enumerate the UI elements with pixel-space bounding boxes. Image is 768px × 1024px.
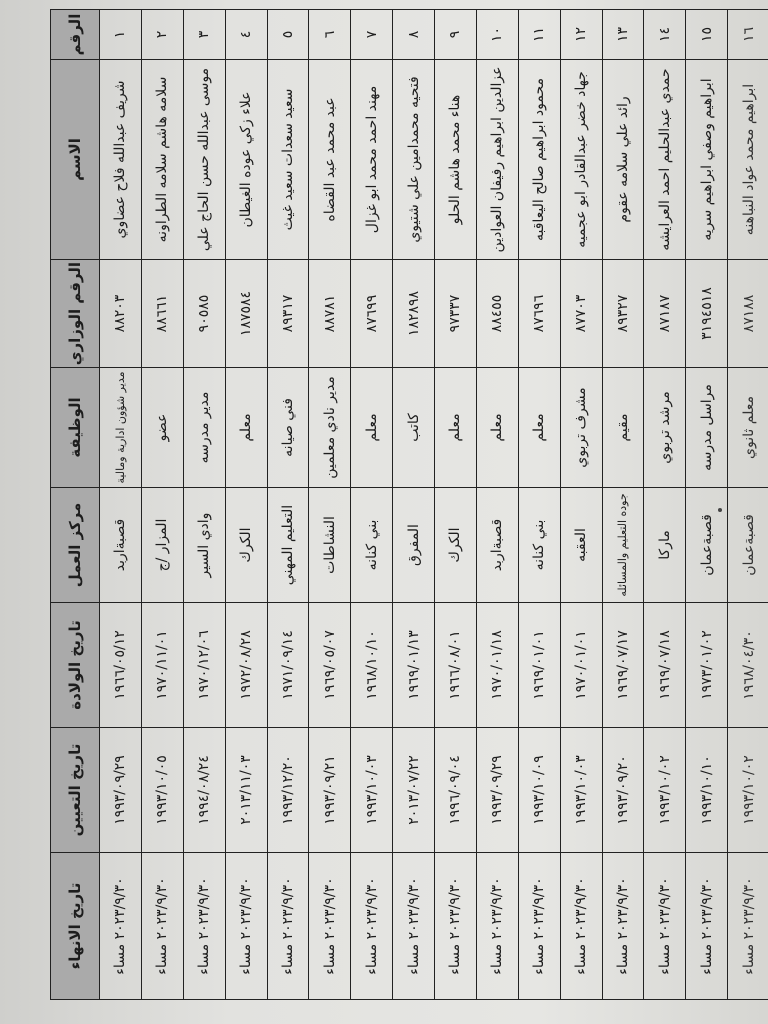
cell-no: ١ [100,10,142,60]
cell-end-date: ٢٠٢٣/٩/٣٠ مساء [602,853,644,1000]
cell-end-date: ٢٠٢٣/٩/٣٠ مساء [560,853,602,1000]
cell-job: مدير نادي معلمين [309,368,351,488]
cell-job: مراسل مدرسه [686,368,728,488]
table-row [560,10,602,1000]
cell-job: مقيم [602,368,644,488]
cell-appointment-date: ١٩٩٣/٠٩/٢٩ [100,728,142,853]
cell-workplace: الكرك [435,488,477,603]
cell-name: عبد محمد عبد القضاه [309,60,351,260]
cell-job: مدير شؤون ادارية ومالية [100,368,142,488]
cell-no: ١٦ [728,10,768,60]
table-row [644,10,686,1000]
cell-ministry-no: ١٨٢٨٩٨ [393,260,435,368]
table-row [728,10,768,1000]
cell-birth-date: ١٩٧١/٠٩/١٤ [267,603,309,728]
cell-birth-date: ١٩٧٣/٠١/٠٢ [686,603,728,728]
cell-birth-date: ١٩٦٩/٠١/١٣ [393,603,435,728]
cell-appointment-date: ١٩٩٣/١٠/٠٩ [518,728,560,853]
cell-ministry-no: ٨٧٦٩٩ [351,260,393,368]
cell-workplace: وادي السير [183,488,225,603]
cell-appointment-date: ١٩٩٣/١٠/٠٣ [560,728,602,853]
header-appointment-date: تاريخ التعيين [51,728,100,853]
cell-no: ١٣ [602,10,644,60]
cell-name: فتحيه محمدامين علي شتيوي [393,60,435,260]
cell-ministry-no: ٩٧٣٣٧ [435,260,477,368]
cell-job: مرشد تربوي [644,368,686,488]
cell-end-date: ٢٠٢٣/٩/٣٠ مساء [100,853,142,1000]
cell-name: ابراهيم محمد عواد النباهنه [728,60,768,260]
cell-ministry-no: ٨٧١٨٧ [644,260,686,368]
cell-birth-date: ١٩٧٢/٠٨/٢٨ [225,603,267,728]
cell-appointment-date: ١٩٩٣/١٠/١٠ [686,728,728,853]
cell-ministry-no: ٨٩٣١٧ [267,260,309,368]
cell-name: حمدي عبدالحليم احمد العرايشه [644,60,686,260]
cell-workplace: المفرق [393,488,435,603]
table-row [435,10,477,1000]
cell-workplace: الكرك [225,488,267,603]
cell-name: علاء زكي عوده الغيطان [225,60,267,260]
table-row [393,10,435,1000]
header-job: الوظيفة [51,368,100,488]
table-row [476,10,518,1000]
cell-end-date: ٢٠٢٣/٩/٣٠ مساء [728,853,768,1000]
cell-end-date: ٢٠٢٣/٩/٣٠ مساء [141,853,183,1000]
cell-workplace: جوده التعليم والمسائله [602,488,644,603]
cell-no: ٩ [435,10,477,60]
table-row [309,10,351,1000]
cell-appointment-date: ١٩٩٣/١٢/٢٠ [267,728,309,853]
cell-end-date: ٢٠٢٣/٩/٣٠ مساء [518,853,560,1000]
cell-end-date: ٢٠٢٣/٩/٣٠ مساء [309,853,351,1000]
cell-end-date: ٢٠٢٣/٩/٣٠ مساء [351,853,393,1000]
cell-appointment-date: ١٩٩٤/٠٨/٢٤ [183,728,225,853]
cell-workplace: قصبةعمان [686,488,728,603]
cell-workplace: قصبةاربد [476,488,518,603]
cell-end-date: ٢٠٢٣/٩/٣٠ مساء [393,853,435,1000]
table-row [602,10,644,1000]
cell-appointment-date: ١٩٩٣/٠٩/٢٠ [602,728,644,853]
header-name: الاسم [51,60,100,260]
cell-name: هناء محمد هاشم الحلو [435,60,477,260]
cell-ministry-no: ١٨٧٥٨٤ [225,260,267,368]
cell-no: ١١ [518,10,560,60]
cell-name: رائد علي سلامه عقوم [602,60,644,260]
rotated-table-container [50,10,768,1000]
cell-name: مهند احمد محمد ابو غزال [351,60,393,260]
cell-no: ٧ [351,10,393,60]
cell-birth-date: ١٩٧٠/١٢/٠٦ [183,603,225,728]
cell-ministry-no: ٩٠٥٨٥ [183,260,225,368]
cell-job: معلم [225,368,267,488]
cell-no: ١٥ [686,10,728,60]
cell-name: موسى عبدالله حسن الحاج علي [183,60,225,260]
cell-job: مشرف تربوي [560,368,602,488]
cell-job: معلم [435,368,477,488]
cell-job: معلم [518,368,560,488]
cell-workplace: المزار /ج [141,488,183,603]
cell-no: ١٤ [644,10,686,60]
cell-end-date: ٢٠٢٣/٩/٣٠ مساء [644,853,686,1000]
table-row [225,10,267,1000]
cell-appointment-date: ١٩٩٣/١٠/٠٥ [141,728,183,853]
header-workplace: مركز العمل [51,488,100,603]
table-row [267,10,309,1000]
employee-table [50,9,768,1000]
cell-no: ٦ [309,10,351,60]
cell-birth-date: ١٩٦٨/٠٤/٣٠ [728,603,768,728]
cell-name: سلامه هاشم سلامه الطراونه [141,60,183,260]
cell-appointment-date: ١٩٩٣/٠٩/٢١ [309,728,351,853]
cell-birth-date: ١٩٧٠/١١/٠١ [141,603,183,728]
cell-birth-date: ١٩٦٩/٠٧/١٨ [644,603,686,728]
cell-workplace: ماركا [644,488,686,603]
header-end-date: تاريخ الانهاء [51,853,100,1000]
table-row [141,10,183,1000]
header-birth-date: تاريخ الولادة [51,603,100,728]
cell-appointment-date: ٢٠١٣/٠٧/٢٢ [393,728,435,853]
cell-ministry-no: ٨٨٦٦١ [141,260,183,368]
table-row [518,10,560,1000]
cell-workplace: العقبه [560,488,602,603]
cell-end-date: ٢٠٢٣/٩/٣٠ مساء [435,853,477,1000]
cell-birth-date: ١٩٧٠/٠١/١٨ [476,603,518,728]
cell-workplace: التعليم المهني [267,488,309,603]
cell-birth-date: ١٩٦٨/١٠/١٠ [351,603,393,728]
cell-workplace: بني كنانه [351,488,393,603]
cell-appointment-date: ١٩٩٣/٠٩/٢٩ [476,728,518,853]
cell-ministry-no: ٨٧٧٠٣ [560,260,602,368]
cell-workplace: قصبةعمان [728,488,768,603]
cell-job: مدير مدرسه [183,368,225,488]
cell-name: جهاد خضر عبدالقادر ابو عجميه [560,60,602,260]
cell-end-date: ٢٠٢٣/٩/٣٠ مساء [476,853,518,1000]
cell-birth-date: ١٩٧٠/٠١/٠١ [560,603,602,728]
cell-appointment-date: ١٩٩٣/١٠/٠٢ [644,728,686,853]
cell-workplace: بني كنانه [518,488,560,603]
cell-workplace: قصبةاربد [100,488,142,603]
cell-job: كاتب [393,368,435,488]
cell-ministry-no: ٨٩٣٢٧ [602,260,644,368]
table-row [686,10,728,1000]
cell-birth-date: ١٩٦٩/٠٥/٠٧ [309,603,351,728]
cell-name: شريف عبدالله فلاح عضاوي [100,60,142,260]
cell-ministry-no: ٣١٩٤٥١٨ [686,260,728,368]
cell-job: فني صيانه [267,368,309,488]
table-row [100,10,142,1000]
cell-appointment-date: ١٩٩٦/٠٩/٠٤ [435,728,477,853]
cell-name: سعيد سعدات سعيد غيث [267,60,309,260]
header-ministry-no: الرقم الوزاري [51,260,100,368]
cell-appointment-date: ٢٠١٣/١١/٠٣ [225,728,267,853]
cell-job: عضو [141,368,183,488]
cell-birth-date: ١٩٦٩/٠٧/١٧ [602,603,644,728]
cell-job: معلم [351,368,393,488]
cell-appointment-date: ١٩٩٣/١٠/٠٣ [351,728,393,853]
cell-end-date: ٢٠٢٣/٩/٣٠ مساء [686,853,728,1000]
cell-end-date: ٢٠٢٣/٩/٣٠ مساء [267,853,309,1000]
cell-workplace: النشاطات [309,488,351,603]
cell-ministry-no: ٨٨٤٥٥ [476,260,518,368]
cell-ministry-no: ٨٧٦٩٦ [518,260,560,368]
cell-ministry-no: ٨٨٧٨١ [309,260,351,368]
cell-end-date: ٢٠٢٣/٩/٣٠ مساء [183,853,225,1000]
cell-no: ٤ [225,10,267,60]
table-row [183,10,225,1000]
cell-birth-date: ١٩٦٦/٠٨/٠١ [435,603,477,728]
cell-no: ١٠ [476,10,518,60]
cell-no: ٥ [267,10,309,60]
cell-birth-date: ١٩٦٦/٠٥/١٢ [100,603,142,728]
cell-no: ٢ [141,10,183,60]
cell-ministry-no: ٨٧١٨٨ [728,260,768,368]
cell-no: ٨ [393,10,435,60]
cell-end-date: ٢٠٢٣/٩/٣٠ مساء [225,853,267,1000]
cell-no: ١٢ [560,10,602,60]
cell-ministry-no: ٨٨٢٠٣ [100,260,142,368]
cell-name: عزالدين ابراهيم رفيفان العوادين [476,60,518,260]
cell-job: معلم [476,368,518,488]
cell-appointment-date: ١٩٩٣/١٠/٠٢ [728,728,768,853]
cell-birth-date: ١٩٦٩/٠١/٠١ [518,603,560,728]
table-row [351,10,393,1000]
cell-no: ٣ [183,10,225,60]
cell-name: محمود ابراهيم صالح اليعاقبه [518,60,560,260]
cell-name: ابراهيم وصفي ابراهيم سريه [686,60,728,260]
header-no: الرقم [51,10,100,60]
cell-job: معلم ثانوي [728,368,768,488]
table-header-row [51,10,100,1000]
ink-dot [718,508,722,512]
